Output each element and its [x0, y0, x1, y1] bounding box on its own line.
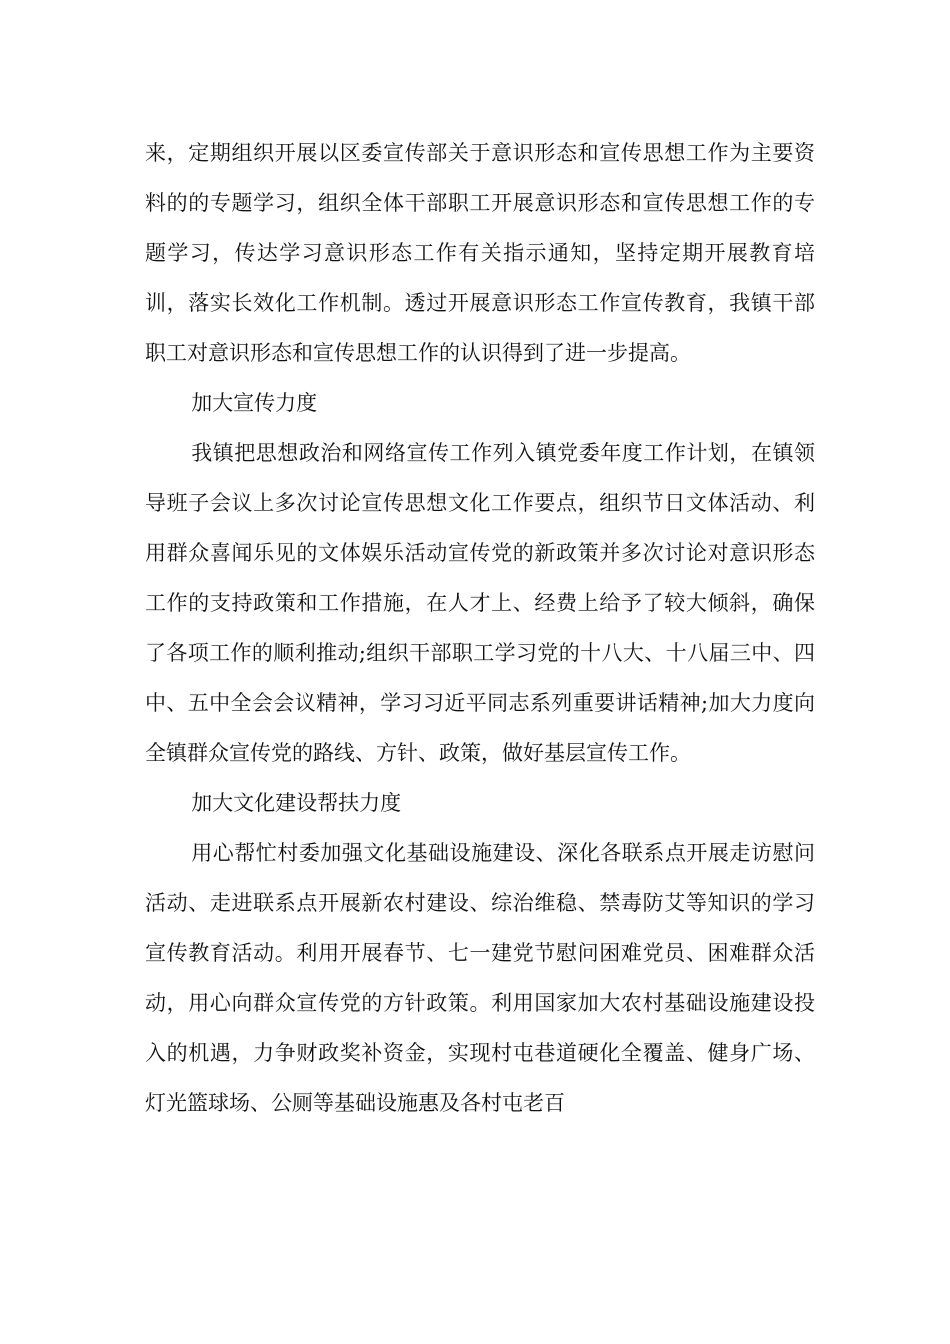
paragraph-publicity: 我镇把思想政治和网络宣传工作列入镇党委年度工作计划，在镇领导班子会议上多次讨论宣传思想文化工作要点，组织节日文体活动、利用群众喜闻乐见的文体娱乐活动宣传党的新政策并多次讨论对意识形态工作的支持政策和工作措施，在人才上、经费上给予了较大倾斜，确保了各项工作的顺利推动;组织干部职工学习党的十八大、十八届三中、四中、五中全会会议精神，学习习近平同志系列重要讲话精神;加大力度向全镇群众宣传党的路线、方针、政策，做好基层宣传工作。: [145, 441, 815, 765]
paragraph-continuation: 来，定期组织开展以区委宣传部关于意识形态和宣传思想工作为主要资料的的专题学习，组织全体干部职工开展意识形态和宣传思想工作的专题学习，传达学习意识形态工作有关指示通知，坚持定期开展教育培训，落实长效化工作机制。透过开展意识形态工作宣传教育，我镇干部职工对意识形态和宣传思想工作的认识得到了进一步提高。: [145, 141, 815, 365]
section-heading-culture-support: 加大文化建设帮扶力度: [191, 791, 402, 815]
section-heading-publicity: 加大宣传力度: [191, 391, 318, 415]
document-body: [145, 128, 815, 1128]
paragraph-culture-support: 用心帮忙村委加强文化基础设施建设、深化各联系点开展走访慰问活动、走进联系点开展新农村建设、综治维稳、禁毒防艾等知识的学习宣传教育活动。利用开展春节、七一建党节慰问困难党员、困难群众活动，用心向群众宣传党的方针政策。利用国家加大农村基础设施建设投入的机遇，力争财政奖补资金，实现村屯巷道硬化全覆盖、健身广场、灯光篮球场、公厕等基础设施惠及各村屯老百: [145, 841, 815, 1115]
